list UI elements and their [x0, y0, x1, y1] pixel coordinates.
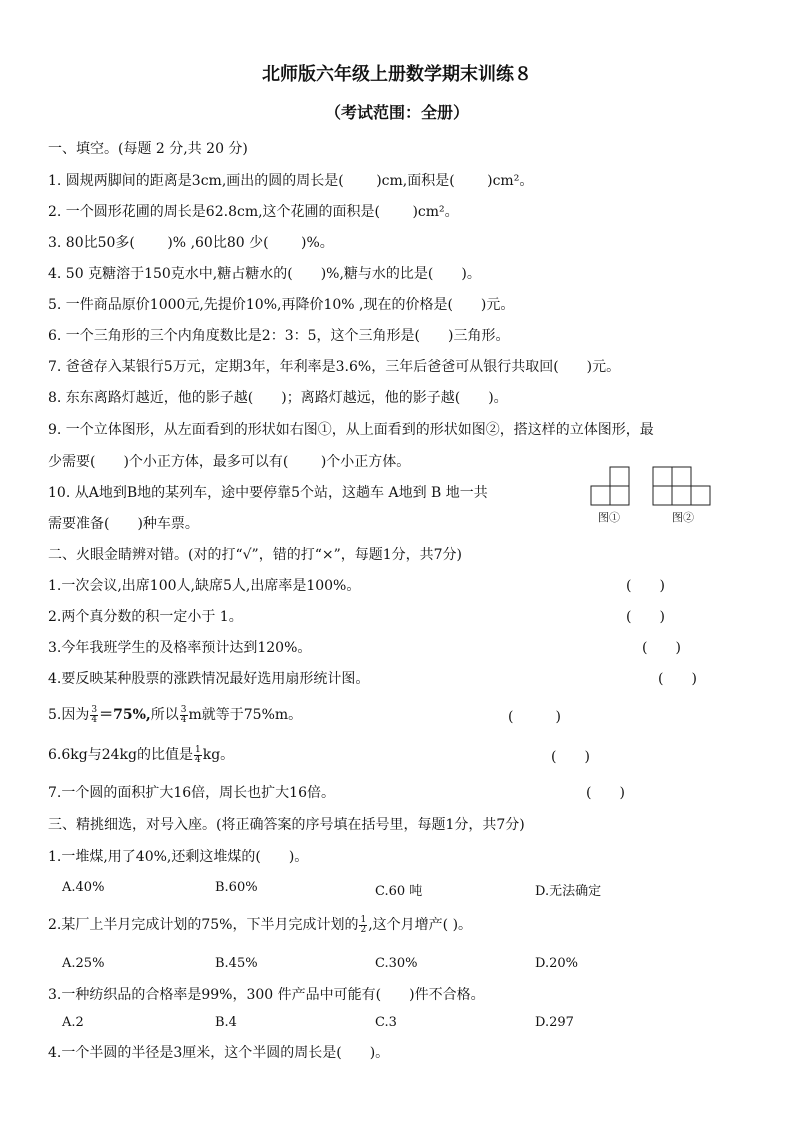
- s2-q5-equals: ＝75%,: [99, 707, 151, 723]
- page-subtitle: （考试范围：全册）: [324, 103, 469, 122]
- fig1-cube-top: [610, 467, 629, 486]
- section1-heading: 一、填空。(每题 2 分,共 20 分): [48, 141, 248, 157]
- s2-q5-fraction-1: [90, 706, 98, 725]
- s3-q3-option-d[interactable]: D.297: [535, 1015, 574, 1030]
- s3-q1-option-a[interactable]: A.40%: [62, 880, 105, 895]
- s2-q6-fraction: [194, 746, 202, 765]
- s1-question-2: 2. 一个圆形花圃的周长是62.8cm,这个花圃的面积是( )cm²。: [48, 204, 459, 220]
- s3-question-2: [48, 914, 472, 935]
- s1-question-7: 7. 爸爸存入某银行5万元，定期3年，年利率是3.6%，三年后爸爸可从银行共取回( )元。: [48, 359, 621, 375]
- s1-question-3: 3. 80比50多( )% ,60比80 少( )%。: [48, 235, 334, 251]
- s3-q1-option-c[interactable]: C.60 吨: [375, 884, 423, 899]
- figure-2-label: 图②: [672, 511, 694, 524]
- s2-question-5: [48, 704, 302, 725]
- s2-q6-suffix: kg。: [202, 747, 235, 763]
- s2-answer-paren-4[interactable]: ( ): [658, 671, 697, 687]
- figure-1-label: 图①: [598, 511, 620, 524]
- s2-q5-so: 所以: [150, 707, 179, 723]
- s3-question-4: 4.一个半圆的半径是3厘米，这个半圆的周长是( )。: [48, 1045, 390, 1061]
- s3-q2-option-b[interactable]: B.45%: [215, 956, 258, 971]
- s2-question-1: 1.一次会议,出席100人,缺席5人,出席率是100%。: [48, 578, 361, 594]
- s1-question-10-line1: 10. 从A地到B地的某列车，途中要停靠5个站，这趟车 A地到 B 地一共: [48, 485, 488, 501]
- s3-q2-prefix: 2.某厂上半月完成计划的75%，下半月完成计划的: [48, 917, 359, 933]
- s2-answer-paren-2[interactable]: ( ): [626, 609, 665, 625]
- s2-question-3: 3.今年我班学生的及格率预计达到120%。: [48, 640, 312, 656]
- page-title: 北师版六年级上册数学期末训练８: [262, 64, 532, 85]
- fig2-cube-bottom-1: [653, 486, 672, 505]
- s2-q5-frac1-numerator: 3: [91, 704, 98, 715]
- s2-q6-frac-numerator: 1: [194, 744, 201, 755]
- s2-answer-paren-3[interactable]: ( ): [642, 640, 681, 656]
- fig1-cube-bottom-right: [610, 486, 629, 505]
- s1-question-1: 1. 圆规两脚间的距离是3cm,画出的圆的周长是( )cm,面积是( )cm²。: [48, 173, 534, 189]
- s3-q2-option-d[interactable]: D.20%: [535, 956, 578, 971]
- s2-q5-frac1-denominator: 4: [91, 714, 98, 725]
- s3-q2-suffix: ,这个月增产( )。: [368, 917, 473, 933]
- s1-question-9-line2: 少需要( )个小正方体，最多可以有( )个小正方体。: [48, 454, 411, 470]
- s3-q2-frac-numerator: 1: [360, 914, 367, 925]
- s1-question-10-line2: 需要准备( )种车票。: [48, 516, 199, 532]
- s2-q5-prefix: 5.因为: [48, 707, 90, 723]
- s3-q2-frac-denominator: 2: [360, 924, 367, 935]
- s3-q3-option-b[interactable]: B.4: [215, 1015, 237, 1030]
- fig2-cube-bottom-3: [691, 486, 710, 505]
- s1-question-6: 6. 一个三角形的三个内角度数比是2：3：5，这个三角形是( )三角形。: [48, 328, 510, 344]
- s1-question-4: 4. 50 克糖溶于150克水中,糖占糖水的( )%,糖与水的比是( )。: [48, 266, 481, 282]
- s2-answer-paren-5[interactable]: ( ): [508, 709, 561, 725]
- s1-question-5: 5. 一件商品原价1000元,先提价10%,再降价10% ,现在的价格是( )元。: [48, 297, 515, 313]
- s3-q3-option-a[interactable]: A.2: [62, 1015, 84, 1030]
- fig2-cube-bottom-2: [672, 486, 691, 505]
- s1-question-8: 8. 东东离路灯越近，他的影子越( )；离路灯越远，他的影子越( )。: [48, 390, 508, 406]
- s3-q2-fraction: [359, 916, 367, 935]
- s3-q2-option-a[interactable]: A.25%: [62, 956, 105, 971]
- s1-question-9-line1: 9. 一个立体图形，从左面看到的形状如右图①，从上面看到的形状如图②，搭这样的立体图形，最: [48, 422, 654, 438]
- s3-question-3: 3.一种纺织品的合格率是99%，300 件产品中可能有( )件不合格。: [48, 987, 485, 1003]
- s2-answer-paren-6[interactable]: ( ): [551, 749, 590, 765]
- s2-question-4: 4.要反映某种股票的涨跌情况最好选用扇形统计图。: [48, 671, 370, 687]
- s3-question-1: 1.一堆煤,用了40%,还剩这堆煤的( )。: [48, 849, 309, 865]
- s2-q5-fraction-2: [180, 706, 188, 725]
- s3-q3-option-c[interactable]: C.3: [375, 1015, 397, 1030]
- section3-heading: 三、精挑细选，对号入座。(将正确答案的序号填在括号里，每题1分，共7分): [48, 817, 525, 833]
- s3-q1-option-d[interactable]: D.无法确定: [535, 884, 602, 899]
- s2-q6-frac-denominator: 4: [194, 754, 201, 765]
- s3-q2-option-c[interactable]: C.30%: [375, 956, 418, 971]
- fig1-cube-bottom-left: [591, 486, 610, 505]
- s2-q5-frac2-denominator: 4: [180, 714, 187, 725]
- s2-answer-paren-7[interactable]: ( ): [586, 785, 625, 801]
- figure-1-left-view: [590, 465, 640, 507]
- fig2-cube-top-2: [672, 467, 691, 486]
- s2-question-2: 2.两个真分数的积一定小于 1。: [48, 609, 243, 625]
- figure-2-top-view: [652, 465, 714, 507]
- s2-answer-paren-1[interactable]: ( ): [626, 578, 665, 594]
- fig2-cube-top-1: [653, 467, 672, 486]
- s2-q6-prefix: 6.6kg与24kg的比值是: [48, 747, 193, 763]
- s2-question-6: [48, 744, 234, 765]
- section2-heading: 二、火眼金睛辨对错。(对的打“√”，错的打“×”，每题1分，共7分): [48, 547, 463, 563]
- s2-q5-frac2-numerator: 3: [180, 704, 187, 715]
- s2-question-7: 7.一个圆的面积扩大16倍，周长也扩大16倍。: [48, 785, 335, 801]
- s2-q5-suffix: m就等于75%m。: [188, 707, 303, 723]
- s3-q1-option-b[interactable]: B.60%: [215, 880, 258, 895]
